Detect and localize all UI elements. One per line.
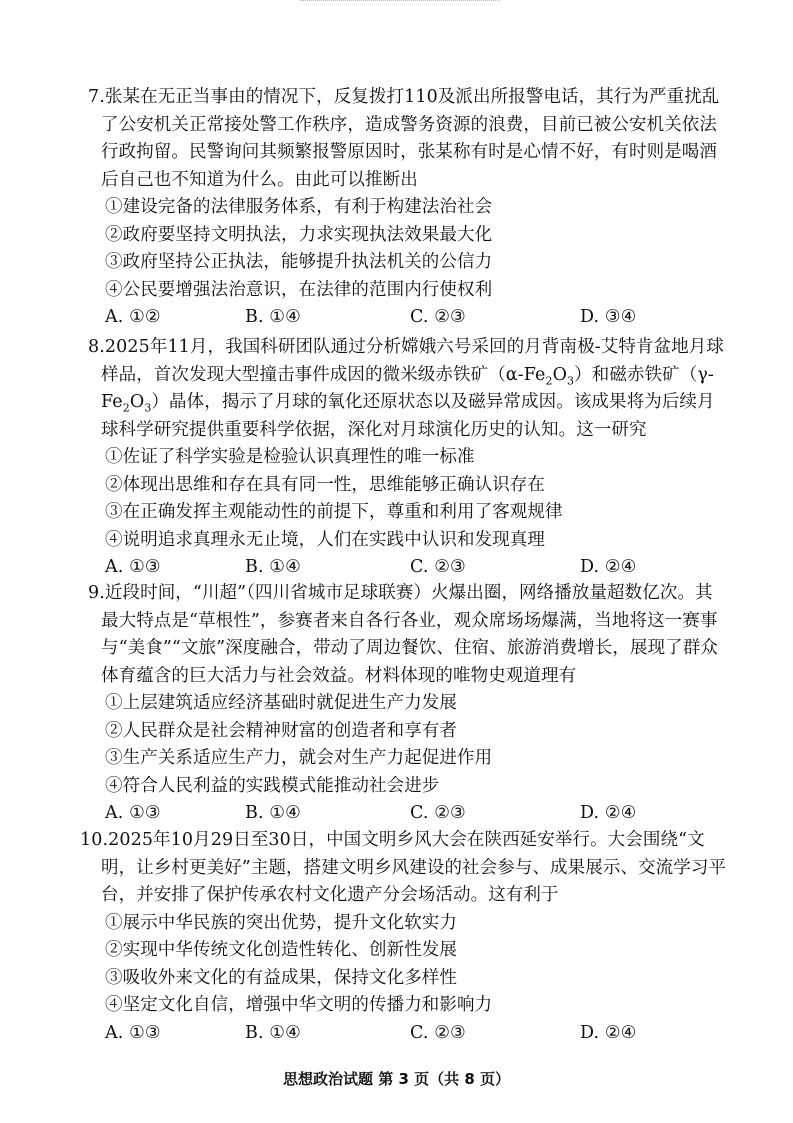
option-3: ③在正确发挥主观能动性的前提下，尊重和利用了客观规律: [105, 502, 563, 522]
question-8: [88, 334, 728, 582]
question-stem: [88, 84, 728, 194]
question-number: 9.: [88, 583, 105, 603]
answer-b[interactable]: B. ①④: [245, 557, 301, 577]
option-3: ③生产关系适应生产力，就会对生产力起促进作用: [105, 748, 493, 768]
question-stem: [88, 580, 728, 690]
subscript-2: 2: [122, 401, 130, 415]
option-3: ③吸收外来文化的有益成果，保持文化多样性: [105, 967, 457, 988]
option-1: ①建设完备的法律服务体系，有利于构建法治社会: [105, 197, 493, 217]
option-2: ②人民群众是社会精神财富的创造者和享有者: [105, 720, 457, 741]
answer-d[interactable]: D. ③④: [580, 307, 637, 327]
stem-text: 张某在无正当事由的情况下，反复拨打110及派出所报警电话，其行为严重扰乱了公安机关正常接处警工作秩序，造成警务资源的浪费，目前已被公安机关依法行政拘留。民警询问其频繁报警原因时，张某称有时是心情不好，有时则是喝酒后自己也不知道为什么。由此可以推断出: [101, 87, 720, 190]
question-number: 10.: [80, 830, 109, 850]
stem-text-part-3: ）和磁赤铁矿（γ-Fe: [101, 364, 714, 412]
option-1: ①展示中华民族的突出优势，提升文化软实力: [105, 912, 457, 933]
option-4: ④符合人民利益的实践模式能推动社会进步: [105, 775, 440, 796]
stem-text-part-1: 2025年11月，我国科研团队通过分析嫦娥六号采回的月背南极-艾特肯盆地月球样品，首次发现大型撞击事件成因的微米级赤铁矿（α-Fe: [101, 337, 724, 385]
question-stem: [80, 827, 728, 910]
answer-choices: [88, 304, 728, 332]
stem-text: 2025年10月29日至30日，中国文明乡风大会在陕西延安举行。大会围绕“文明，让乡村更美好”主题，搭建文明乡风建设的社会参与、成果展示、交流学习平台，并安排了保护传承农村文化遗产分会场活动。这有利于: [101, 830, 727, 905]
option-4: ④公民要增强法治意识，在法律的范围内行使权利: [105, 279, 493, 300]
question-number: 7.: [88, 87, 105, 107]
answer-choices: [80, 1020, 728, 1048]
question-stem: [88, 334, 728, 444]
answer-a[interactable]: A. ①②: [105, 307, 161, 327]
answer-choices: [88, 800, 728, 828]
option-4: ④坚定文化自信，增强中华文明的传播力和影响力: [105, 995, 493, 1015]
answer-b[interactable]: B. ①④: [245, 1022, 301, 1043]
answer-c[interactable]: C. ②③: [410, 307, 466, 327]
answer-c[interactable]: C. ②③: [410, 1022, 466, 1043]
option-3: ③政府坚持公正执法，能够提升执法机关的公信力: [105, 252, 493, 272]
question-9: [88, 580, 728, 828]
stem-text-part-4: O: [129, 392, 145, 412]
answer-b[interactable]: B. ①④: [245, 307, 301, 327]
question-7: [88, 84, 728, 332]
answer-a[interactable]: A. ①③: [105, 803, 161, 823]
answer-b[interactable]: B. ①④: [245, 803, 301, 823]
answer-d[interactable]: D. ②④: [580, 1022, 637, 1043]
option-2: ②体现出思维和存在具有同一性，思维能够正确认识存在: [105, 474, 545, 495]
page-footer: 思想政治试题 第 3 页（共 8 页）: [283, 1070, 510, 1088]
answer-d[interactable]: D. ②④: [580, 803, 637, 823]
stem-text-part-2: O: [552, 364, 568, 385]
top-edge-divider: [300, 0, 500, 4]
subscript-2: 2: [545, 374, 553, 387]
option-1: ①上层建筑适应经济基础时就促进生产力发展: [105, 693, 457, 713]
subscript-3: 3: [567, 374, 575, 387]
answer-d[interactable]: D. ②④: [580, 557, 637, 577]
answer-c[interactable]: C. ②③: [410, 557, 466, 577]
answer-a[interactable]: A. ①③: [105, 557, 161, 577]
question-number: 8.: [88, 337, 105, 357]
answer-c[interactable]: C. ②③: [410, 803, 466, 823]
answer-a[interactable]: A. ①③: [105, 1022, 161, 1043]
answer-choices: [88, 554, 728, 582]
option-4: ④说明追求真理永无止境，人们在实践中认识和发现真理: [105, 529, 545, 550]
option-2: ②政府要坚持文明执法，力求实现执法效果最大化: [105, 224, 493, 245]
stem-text: 近段时间，“川超”（四川省城市足球联赛）火爆出圈，网络播放量超数亿次。其最大特点是“草根性”，参赛者来自各行各业，观众席场场爆满，当地将这一赛事与“美食”“文旅”深度融合，带动了周边餐饮、住宿、旅游消费增长，展现了群众体育蕴含的巨大活力与社会效益。材料体现的唯物史观道理有: [101, 583, 718, 686]
option-2: ②实现中华传统文化创造性转化、创新性发展: [105, 940, 457, 960]
question-10: [80, 827, 728, 1047]
option-1: ①佐证了科学实验是检验认识真理性的唯一标准: [105, 447, 475, 467]
stem-text-part-5: ）晶体，揭示了月球的氧化还原状态以及磁异常成因。该成果将为后续月球科学研究提供重要科学依据，深化对月球演化历史的认知。这一研究: [101, 392, 715, 440]
subscript-3: 3: [144, 401, 152, 415]
